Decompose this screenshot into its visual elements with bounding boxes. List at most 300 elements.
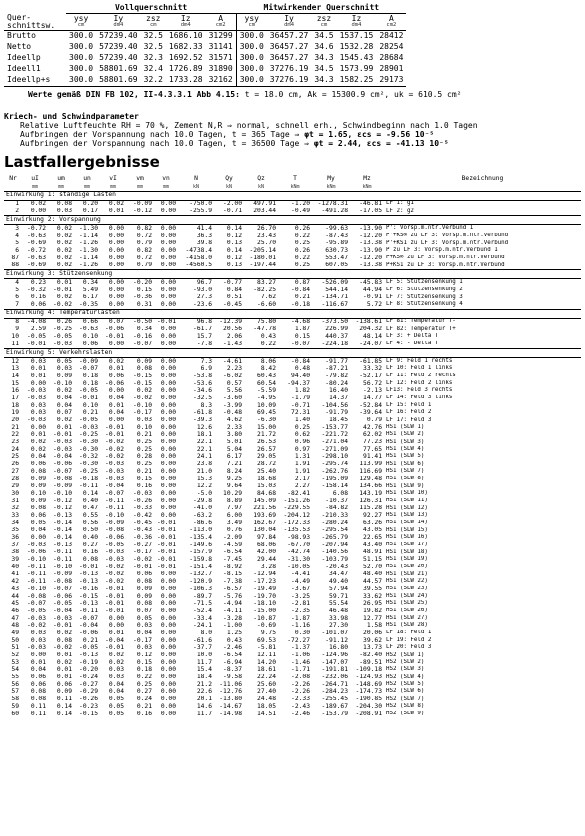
- results-cell: -197.44: [249, 261, 276, 269]
- results-title: Lastfallergebnisse: [4, 152, 160, 171]
- results-cell: -2.08: [291, 673, 310, 681]
- results-cell: -0.01: [53, 622, 72, 629]
- results-cell: -149.6: [189, 541, 212, 549]
- results-cell: 0.07: [136, 607, 152, 615]
- results-cell: -8.15: [223, 570, 242, 578]
- results-cell: -47.78: [253, 325, 276, 333]
- results-row: [4, 461, 581, 468]
- results-cell: 0.00: [160, 409, 176, 416]
- results-cell: 0.25: [294, 239, 310, 247]
- load-case-label: HS1 (SLW 26): [386, 607, 428, 614]
- results-cell: -2.09: [223, 534, 242, 541]
- section-cell: 58801.69: [99, 64, 138, 73]
- results-row: [4, 600, 581, 607]
- column-symbol: zsz: [316, 14, 332, 23]
- results-cell: 3: [15, 224, 19, 232]
- results-cell: 0.00: [160, 615, 176, 622]
- results-cell: 0.00: [160, 207, 176, 215]
- results-column-unit: kNm: [350, 184, 384, 192]
- results-cell: 52: [11, 651, 19, 659]
- results-cell: -0.69: [27, 261, 46, 269]
- results-row: [4, 490, 581, 497]
- results-cell: -2.43: [291, 703, 310, 710]
- results-cell: 0.26: [294, 247, 310, 254]
- section-cell: 57239.40: [99, 31, 138, 40]
- results-cell: 0.01: [108, 365, 124, 372]
- results-cell: 0.00: [160, 357, 176, 365]
- load-case-label: HS1 (SLW 22): [386, 578, 428, 585]
- results-cell: -72.27: [287, 637, 310, 644]
- results-cell: 5.56: [226, 387, 242, 394]
- results-cell: -12.94: [253, 570, 276, 578]
- results-cell: 0.07: [108, 318, 124, 326]
- results-cell: -204.12: [283, 512, 310, 519]
- results-cell: -0.02: [133, 394, 152, 402]
- section-row: [4, 53, 406, 64]
- results-cell: -89.7: [193, 593, 212, 600]
- results-cell: -135.4: [189, 534, 212, 541]
- results-cell: 2: [15, 207, 19, 215]
- results-cell: 55: [11, 673, 19, 681]
- results-cell: 1: [15, 200, 19, 208]
- einwirkung-header-row: [4, 349, 581, 358]
- results-cell: -0.13: [79, 651, 98, 659]
- section-row: [4, 30, 406, 42]
- results-cell: 62.02: [363, 431, 382, 438]
- results-cell: -0.03: [27, 644, 46, 651]
- results-cell: 26.53: [257, 438, 276, 446]
- results-cell: 0.03: [136, 644, 152, 651]
- results-cell: -13.90: [359, 247, 382, 254]
- results-cell: -17.23: [253, 578, 276, 585]
- results-cell: -2.13: [363, 387, 382, 394]
- section-row: [4, 75, 406, 87]
- results-cell: -180.01: [249, 254, 276, 262]
- results-cell: -1.16: [291, 622, 310, 629]
- results-cell: 0.11: [30, 703, 46, 710]
- section-cell: 300.0: [236, 64, 267, 75]
- results-cell: 115.28: [359, 504, 382, 512]
- results-cell: -0.02: [105, 570, 124, 578]
- results-cell: 0.09: [56, 372, 72, 380]
- results-row: [4, 608, 581, 615]
- results-cell: -0.10: [27, 585, 46, 593]
- load-case-label: LF 2: g2: [386, 207, 414, 214]
- results-cell: 0.18: [136, 666, 152, 673]
- results-cell: 12: [11, 357, 19, 365]
- results-cell: 0.15: [136, 659, 152, 666]
- results-cell: 0.17: [82, 207, 98, 215]
- results-cell: 18.4: [196, 673, 212, 681]
- results-cell: -0.13: [79, 578, 98, 585]
- results-cell: 0.00: [160, 695, 176, 703]
- results-cell: -0.50: [133, 318, 152, 326]
- section-cell: 1582.25: [337, 75, 377, 87]
- results-cell: 0.02: [136, 387, 152, 394]
- results-column-unit: kN: [244, 184, 278, 192]
- results-cell: -13.80: [219, 695, 242, 703]
- results-cell: 6.9: [200, 365, 212, 372]
- results-cell: 0.05: [108, 703, 124, 710]
- results-cell: -0.49: [291, 207, 310, 215]
- results-cell: -0.03: [105, 468, 124, 475]
- results-cell: 0.00: [30, 207, 46, 215]
- results-cell: 129.48: [359, 475, 382, 483]
- results-cell: 35: [11, 526, 19, 534]
- results-cell: -264.71: [321, 681, 348, 688]
- results-cell: 12.11: [257, 651, 276, 659]
- results-row: [4, 659, 581, 666]
- results-cell: 0.12: [136, 651, 152, 659]
- results-cell: -0.25: [53, 325, 72, 333]
- results-cell: 51.15: [363, 556, 382, 563]
- results-cell: 0.02: [56, 659, 72, 666]
- results-cell: -31.30: [287, 556, 310, 563]
- results-cell: -0.24: [79, 673, 98, 681]
- results-cell: 0.27: [136, 688, 152, 695]
- results-column-header: un: [83, 174, 91, 182]
- results-cell: 4: [15, 278, 19, 286]
- results-cell: 0.00: [160, 424, 176, 431]
- results-cell: 0.00: [30, 534, 46, 541]
- results-cell: -0.63: [79, 325, 98, 333]
- results-cell: 0.05: [108, 710, 124, 718]
- results-cell: 553.47: [325, 254, 348, 262]
- results-row: [4, 233, 581, 240]
- results-cell: 0.04: [56, 394, 72, 402]
- results-cell: -109.18: [355, 666, 382, 673]
- results-cell: -52.17: [359, 372, 382, 380]
- results-cell: 5: [15, 286, 19, 294]
- section-cell: 300.0: [236, 75, 267, 87]
- results-cell: 0.00: [160, 387, 176, 394]
- results-cell: 0.02: [30, 438, 46, 446]
- results-column-unit: mm: [22, 184, 48, 192]
- results-cell: 0.00: [160, 607, 176, 615]
- results-cell: 42.00: [257, 548, 276, 556]
- section-cell: 34.3: [311, 75, 336, 87]
- results-cell: 0.96: [294, 438, 310, 446]
- section-row: [4, 42, 406, 53]
- load-case-label: LF 1: g1: [386, 200, 414, 207]
- results-cell: 56: [11, 681, 19, 688]
- results-cell: -15.00: [253, 607, 276, 615]
- results-cell: 0.24: [136, 695, 152, 703]
- results-cell: 14.20: [257, 659, 276, 666]
- results-cell: 57.94: [329, 585, 348, 593]
- results-cell: -39.3: [193, 416, 212, 424]
- load-case-label: HS1 (SLW 17): [386, 541, 428, 548]
- results-cell: 0.27: [82, 541, 98, 549]
- results-cell: 22.65: [363, 534, 382, 541]
- results-cell: -29.8: [193, 497, 212, 505]
- results-cell: -0.32: [79, 453, 98, 460]
- results-cell: 0.00: [108, 293, 124, 301]
- results-cell: -1.37: [291, 644, 310, 651]
- results-cell: -0.05: [27, 333, 46, 340]
- results-cell: -0.13: [53, 512, 72, 519]
- results-cell: -0.02: [105, 578, 124, 585]
- results-cell: -2.00: [223, 200, 242, 208]
- results-cell: -159.8: [189, 556, 212, 563]
- results-cell: 0.01: [56, 424, 72, 431]
- results-cell: 0.01: [108, 629, 124, 637]
- results-cell: 0.82: [136, 247, 152, 254]
- results-cell: 0.31: [136, 301, 152, 308]
- results-cell: 5.72: [366, 301, 382, 308]
- results-cell: 0.12: [226, 232, 242, 240]
- load-case-label: LF 3: + Delta T: [386, 333, 439, 340]
- results-cell: 18.45: [329, 416, 348, 424]
- einwirkung-title: Einwirkung 3: Stützensenkung: [4, 270, 581, 279]
- results-cell: 24.1: [196, 453, 212, 460]
- section-cell: 32.5: [143, 42, 163, 51]
- results-cell: -265.79: [321, 534, 348, 541]
- results-cell: -0.72: [27, 247, 46, 254]
- load-case-label: LF 10: Feld 1 links: [386, 365, 453, 372]
- results-cell: 0.01: [108, 207, 124, 215]
- results-row: [4, 468, 581, 475]
- results-cell: -0.10: [27, 556, 46, 563]
- results-cell: -0.69: [257, 622, 276, 629]
- results-cell: -0.15: [79, 593, 98, 600]
- results-cell: 24.48: [257, 695, 276, 703]
- results-row: [4, 696, 581, 703]
- results-cell: 0.00: [160, 232, 176, 240]
- section-cell: 31890: [208, 64, 233, 73]
- results-cell: 0.00: [160, 453, 176, 460]
- results-column-header: Mz: [363, 174, 371, 182]
- results-cell: -2.26: [291, 681, 310, 688]
- results-cell: 10.29: [223, 490, 242, 497]
- results-cell: 23: [11, 438, 19, 446]
- results-cell: 2.23: [226, 365, 242, 372]
- results-cell: -2.35: [291, 607, 310, 615]
- results-cell: 0.25: [136, 681, 152, 688]
- results-row: [4, 711, 581, 718]
- results-cell: 14.37: [329, 394, 348, 402]
- results-cell: 22.1: [196, 438, 212, 446]
- results-cell: 126.31: [359, 497, 382, 505]
- results-cell: 0.09: [56, 688, 72, 695]
- results-cell: 55.54: [329, 600, 348, 607]
- results-cell: 0.20: [82, 200, 98, 208]
- results-cell: 12.2: [196, 482, 212, 490]
- results-cell: -1.46: [291, 659, 310, 666]
- results-cell: 0.16: [136, 710, 152, 718]
- effective-section-group-header: Mitwirkender Querschnitt: [236, 2, 406, 14]
- results-cell: 47: [11, 615, 19, 622]
- load-case-label: LF 19: Feld 2: [386, 637, 432, 643]
- results-row: [4, 571, 581, 578]
- results-cell: -0.06: [27, 548, 46, 556]
- einwirkung-title: Einwirkung 4: Temperaturlasten: [4, 309, 581, 318]
- results-cell: -0.02: [105, 453, 124, 460]
- results-cell: 0.87: [294, 278, 310, 286]
- section-row-label: Ideell1: [7, 64, 41, 73]
- results-cell: 0.08: [56, 200, 72, 208]
- results-cell: 0.00: [160, 200, 176, 208]
- section-row: [4, 64, 406, 75]
- results-cell: -0.07: [53, 585, 72, 593]
- results-cell: -4560.5: [185, 261, 212, 269]
- results-cell: -0.04: [53, 607, 72, 615]
- results-cell: 44.94: [363, 286, 382, 294]
- column-header: [376, 14, 406, 31]
- results-cell: -0.02: [53, 301, 72, 308]
- results-cell: -373.50: [321, 318, 348, 326]
- results-column-header: Qy: [225, 174, 233, 182]
- results-cell: -0.01: [157, 519, 176, 527]
- results-column-unit: [384, 184, 581, 192]
- results-cell: -0.77: [223, 278, 242, 286]
- results-cell: 49: [11, 629, 19, 637]
- results-cell: -0.05: [79, 416, 98, 424]
- results-cell: 0.01: [56, 651, 72, 659]
- load-case-label: HS1 (SLW 12): [386, 504, 428, 511]
- results-cell: 0.00: [160, 512, 176, 519]
- load-case-label: HS1 (SLW 28): [386, 622, 428, 629]
- results-cell: -221.72: [321, 431, 348, 438]
- results-cell: 44: [11, 593, 19, 600]
- load-case-label: LF 14: Feld 3 links: [386, 394, 453, 401]
- load-case-label: HS1 (SLW 4): [386, 446, 425, 452]
- load-case-label: HS1 (SLW 10): [386, 490, 428, 496]
- results-cell: 87: [11, 254, 19, 262]
- results-cell: -24.1: [193, 622, 212, 629]
- column-unit: dm4: [351, 22, 362, 28]
- results-column-header: Qz: [257, 174, 265, 182]
- results-cell: -0.29: [79, 688, 98, 695]
- results-cell: 0.00: [160, 600, 176, 607]
- results-cell: -45.83: [359, 278, 382, 286]
- results-cell: 0.00: [160, 239, 176, 247]
- results-cell: 497.91: [253, 200, 276, 208]
- section-cell: 32.2: [141, 75, 166, 87]
- results-cell: 33: [11, 512, 19, 519]
- results-row: [4, 520, 581, 527]
- results-cell: 0.04: [108, 688, 124, 695]
- results-cell: 0.03: [56, 365, 72, 372]
- results-row: [4, 674, 581, 681]
- results-cell: -295.54: [321, 526, 348, 534]
- results-cell: 0.06: [56, 681, 72, 688]
- load-case-label: HS1 (SLW 3): [386, 438, 425, 445]
- results-cell: -0.71: [223, 207, 242, 215]
- section-cell: 57239.40: [99, 53, 138, 62]
- results-cell: 0.34: [136, 325, 152, 333]
- load-case-label: LF 15: Feld 1: [386, 402, 432, 408]
- results-cell: 39.55: [363, 585, 382, 593]
- results-cell: 0.00: [160, 468, 176, 475]
- results-cell: -0.01: [157, 548, 176, 556]
- results-cell: -0.42: [133, 512, 152, 519]
- load-case-label: LF 5: Stützensenkung 1: [386, 279, 463, 286]
- results-cell: 0.11: [56, 695, 72, 703]
- kriech-line-3: [20, 140, 581, 148]
- results-cell: 39.8: [196, 239, 212, 247]
- results-cell: -0.01: [79, 563, 98, 571]
- results-cell: 0.05: [108, 695, 124, 703]
- load-case-label: HS2 (SLW 6): [386, 688, 425, 695]
- results-cell: 1.82: [294, 387, 310, 394]
- results-cell: 0.14: [56, 710, 72, 718]
- load-case-label: LF 82: Temperatur T+: [386, 325, 456, 332]
- kriech-line-3-prefix: Aufbringen der Vorspannung nach 10.0 Tagen, t = 36500 Tage ⇒: [20, 138, 309, 148]
- results-cell: -71.5: [193, 600, 212, 607]
- results-cell: 0.03: [108, 673, 124, 681]
- results-cell: 24: [11, 446, 19, 453]
- results-cell: -210.33: [321, 512, 348, 519]
- results-cell: -63.2: [193, 512, 212, 519]
- results-cell: 0.00: [160, 372, 176, 380]
- results-cell: -24.07: [359, 340, 382, 348]
- results-cell: 0.25: [136, 438, 152, 446]
- results-cell: 0.21: [136, 431, 152, 438]
- results-cell: 25.40: [257, 468, 276, 475]
- section-cell: 36457.27: [269, 42, 309, 51]
- column-unit: dm4: [113, 22, 124, 28]
- results-cell: 0.21: [82, 637, 98, 644]
- results-cell: -0.06: [79, 629, 98, 637]
- results-cell: -84.82: [325, 504, 348, 512]
- results-row: [4, 556, 581, 563]
- results-cell: 0.01: [30, 659, 46, 666]
- results-cell: 18.68: [257, 475, 276, 483]
- results-cell: 0.10: [30, 490, 46, 497]
- column-unit: cm2: [386, 22, 397, 28]
- results-cell: -0.15: [79, 710, 98, 718]
- results-cell: -0.06: [53, 460, 72, 468]
- column-symbol: zsz: [146, 14, 161, 23]
- results-cell: 29.44: [257, 556, 276, 563]
- results-cell: 15: [11, 380, 19, 387]
- results-cell: 0.14: [56, 703, 72, 710]
- results-cell: -3.67: [291, 585, 310, 593]
- results-row: [4, 225, 581, 233]
- results-cell: 77.23: [363, 438, 382, 446]
- results-row: [4, 622, 581, 629]
- section-cell: 1532.28: [339, 42, 374, 51]
- results-cell: -0.02: [27, 622, 46, 629]
- results-cell: 0.16: [30, 293, 46, 301]
- results-cell: 0.04: [108, 409, 124, 416]
- results-cell: 0.05: [136, 615, 152, 622]
- results-cell: -0.11: [27, 578, 46, 585]
- load-case-label: LF 6: Stützensenkung 2: [386, 286, 463, 293]
- results-cell: 11.7: [196, 659, 212, 666]
- section-cell: 1545.43: [339, 53, 374, 62]
- results-cell: -91.79: [325, 409, 348, 416]
- column-header: [141, 14, 166, 31]
- results-cell: 0.01: [30, 372, 46, 380]
- column-symbol: A: [388, 14, 394, 23]
- results-cell: 88: [11, 261, 19, 269]
- results-cell: -0.01: [157, 556, 176, 563]
- results-cell: -0.03: [105, 548, 124, 556]
- results-cell: -12.76: [219, 688, 242, 695]
- results-cell: -0.03: [105, 475, 124, 483]
- results-cell: 32: [11, 504, 19, 512]
- results-cell: 0.09: [30, 475, 46, 483]
- results-cell: -0.26: [79, 695, 98, 703]
- section-row-label: Netto: [7, 42, 32, 51]
- load-case-label: HS1 (SLW 6): [386, 460, 425, 467]
- section-cell: 37276.19: [267, 75, 312, 87]
- results-cell: 0.02: [56, 239, 72, 247]
- results-cell: 0.02: [108, 651, 124, 659]
- results-cell: 27.40: [257, 688, 276, 695]
